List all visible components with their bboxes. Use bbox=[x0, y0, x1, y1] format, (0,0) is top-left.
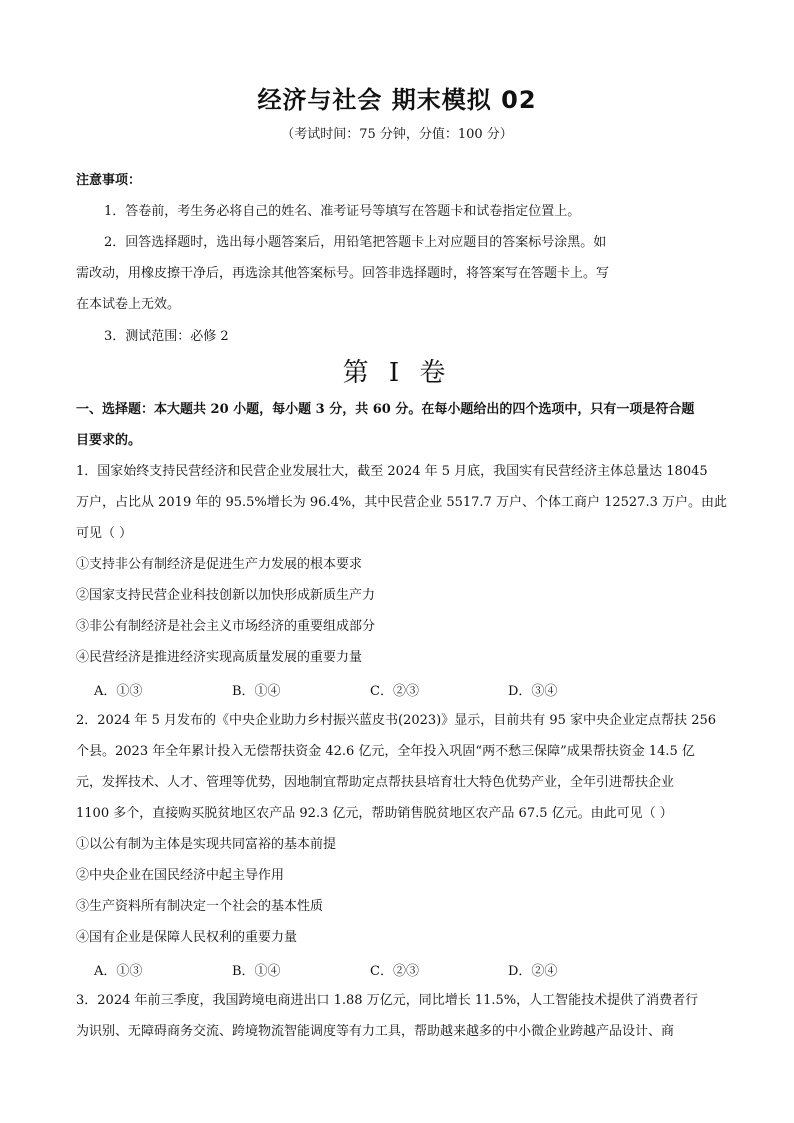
exam-subtitle: （考试时间：75 分钟，分值：100 分） bbox=[281, 127, 513, 142]
question-2-statement: ①以公有制为主体是实现共同富裕的基本前提 bbox=[76, 837, 337, 852]
option-d[interactable]: D．③④ bbox=[508, 684, 558, 699]
question-2-text: 1100 多个，直接购买脱贫地区农产品 92.3 亿元，帮助销售脱贫地区农产品 67.5 亿元。由此可见（ ） bbox=[76, 806, 673, 821]
question-1-options bbox=[94, 680, 646, 699]
exam-title: 经济与社会 期末模拟 02 bbox=[257, 86, 537, 114]
note-item: 在本试卷上无效。 bbox=[76, 297, 181, 312]
volume-heading: 第 I 卷 bbox=[342, 358, 452, 388]
question-2-statement: ③生产资料所有制决定一个社会的基本性质 bbox=[76, 899, 324, 914]
question-3-text: 3．2024 年前三季度，我国跨境电商进出口 1.88 万亿元，同比增长 11.5%，人工智能技术提供了消费者行 bbox=[76, 993, 699, 1008]
notes-heading: 注意事项： bbox=[76, 173, 142, 188]
question-2-text: 2．2024 年 5 月发布的《中央企业助力乡村振兴蓝皮书(2023)》显示，目前共有 95 家中央企业定点帮扶 256 bbox=[76, 713, 717, 728]
option-d[interactable]: D．②④ bbox=[508, 964, 558, 979]
note-item: 3．测试范围：必修 2 bbox=[104, 329, 229, 344]
question-2-options bbox=[94, 960, 646, 979]
option-b[interactable]: B．①④ bbox=[232, 684, 281, 699]
question-1-statement: ③非公有制经济是社会主义市场经济的重要组成部分 bbox=[76, 619, 376, 634]
option-c[interactable]: C．②③ bbox=[370, 964, 419, 979]
question-1-statement: ②国家支持民营企业科技创新以加快形成新质生产力 bbox=[76, 588, 376, 603]
question-1-statement: ④民营经济是推进经济实现高质量发展的重要力量 bbox=[76, 650, 363, 665]
section-instructions: 一、选择题：本大题共 20 小题，每小题 3 分，共 60 分。在每小题给出的四个选项中，只有一项是符合题 bbox=[76, 402, 695, 417]
question-1-text: 1．国家始终支持民营经济和民营企业发展壮大，截至 2024 年 5 月底，我国实有民营经济主体总量达 18045 bbox=[76, 464, 708, 479]
question-1-statement: ①支持非公有制经济是促进生产力发展的根本要求 bbox=[76, 557, 363, 572]
question-1-text: 可见（ ） bbox=[76, 526, 133, 541]
question-2-statement: ④国有企业是保障人民权利的重要力量 bbox=[76, 930, 298, 945]
option-a[interactable]: A．①③ bbox=[94, 684, 143, 699]
note-item: 1．答卷前，考生务必将自己的姓名、准考证号等填写在答题卡和试卷指定位置上。 bbox=[104, 204, 581, 219]
section-instructions: 目要求的。 bbox=[76, 433, 142, 448]
note-item: 2．回答选择题时，选出每小题答案后，用铅笔把答题卡上对应题目的答案标号涂黑。如 bbox=[104, 235, 607, 250]
question-2-statement: ②中央企业在国民经济中起主导作用 bbox=[76, 868, 285, 883]
question-2-text: 个县。2023 年全年累计投入无偿帮扶资金 42.6 亿元，全年投入巩固“两不愁三保障”成果帮扶资金 14.5 亿 bbox=[76, 744, 695, 759]
option-c[interactable]: C．②③ bbox=[370, 684, 419, 699]
question-1-text: 万户，占比从 2019 年的 95.5%增长为 96.4%，其中民营企业 5517.7 万户、个体工商户 12527.3 万户。由此 bbox=[76, 495, 727, 510]
option-b[interactable]: B．①④ bbox=[232, 964, 281, 979]
question-2-text: 元，发挥技术、人才、管理等优势，因地制宜帮助定点帮扶县培育壮大特色优势产业，全年引进帮扶企业 bbox=[76, 775, 675, 790]
note-item: 需改动，用橡皮擦干净后，再选涂其他答案标号。回答非选择题时，将答案写在答题卡上。写 bbox=[76, 266, 610, 281]
question-3-text: 为识别、无障碍商务交流、跨境物流智能调度等有力工具，帮助越来越多的中小微企业跨越产品设计、商 bbox=[76, 1024, 675, 1039]
option-a[interactable]: A．①③ bbox=[94, 964, 143, 979]
